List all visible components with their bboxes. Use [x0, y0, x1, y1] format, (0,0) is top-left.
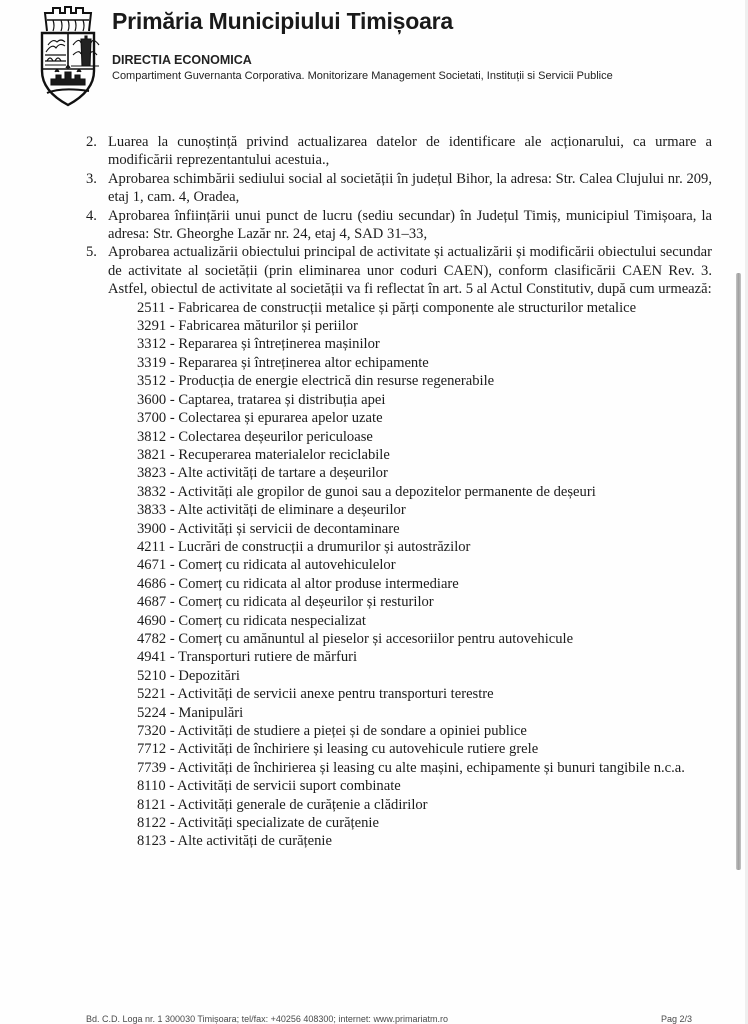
caen-label: Colectarea deșeurilor periculoase [178, 428, 373, 445]
caen-label: Manipulări [178, 704, 244, 721]
caen-code-row [137, 759, 712, 777]
item-number: 3. [86, 170, 97, 187]
caen-label: Activități de studiere a pieței și de sondare a opiniei publice [177, 723, 527, 739]
letterhead [0, 0, 748, 120]
caen-label: Repararea și întreținerea mașinilor [178, 336, 380, 353]
caen-label: Repararea și întreținerea altor echipamente [178, 354, 429, 371]
caen-label: Depozitări [178, 667, 240, 684]
footer-page-number: Pag 2/3 [660, 1014, 692, 1024]
caen-code: 3823 [137, 465, 167, 482]
caen-code: 4687 [137, 594, 167, 611]
caen-code-row [137, 667, 712, 685]
caen-code: 2511 [137, 299, 166, 316]
item-number: 5. [86, 244, 97, 261]
caen-code: 5221 [137, 686, 167, 703]
caen-code: 3833 [137, 502, 167, 519]
caen-code-row [137, 704, 712, 722]
footer-address: Bd. C.D. Loga nr. 1 300030 Timișoara; tel/fax: +40256 408300; internet: www.primariatm.ro [86, 1014, 448, 1024]
caen-code: 8110 [137, 778, 166, 795]
caen-separator: - [166, 649, 179, 666]
caen-separator: - [166, 704, 179, 721]
caen-code-row [137, 446, 712, 464]
caen-code: 3900 [137, 520, 167, 537]
subdepartment-name: Compartiment Guvernanta Corporativa. Monitorizare Management Societati, Instituții si Servicii Publice [112, 70, 613, 82]
caen-separator: - [166, 410, 179, 427]
caen-code: 3512 [137, 373, 167, 390]
caen-code-row [137, 648, 712, 666]
caen-label: Recuperarea materialelor reciclabile [178, 446, 390, 463]
resolution-item [86, 243, 712, 298]
caen-label: Alte activități de curățenie [177, 833, 332, 850]
caen-code: 3832 [137, 483, 167, 500]
caen-code-row [137, 464, 712, 482]
caen-code-row [137, 391, 712, 409]
caen-label: Fabricarea de construcții metalice și părți componente ale structurilor metalice [177, 299, 637, 316]
item-number: 2. [86, 134, 97, 150]
caen-label: Comerț cu ridicata al altor produse intermediare [178, 575, 459, 592]
caen-code: 4211 [137, 538, 166, 555]
caen-separator: - [166, 667, 179, 684]
caen-code-row [137, 299, 712, 317]
caen-label: Transporturi rutiere de mărfuri [178, 649, 358, 666]
caen-separator: - [166, 594, 179, 611]
institution-title: Primăria Municipiului Timișoara [112, 8, 454, 34]
caen-code: 4690 [137, 612, 167, 629]
caen-separator: - [165, 778, 178, 795]
caen-code-list [86, 299, 712, 851]
caen-code-row [137, 538, 712, 556]
item-text: Luarea la cunoștință privind actualizarea datelor de identificare ale acționarului, ca urmare a modificării reprezentantului acestuia., [108, 134, 712, 169]
caen-code-row [137, 612, 712, 630]
caen-code: 3700 [137, 410, 167, 427]
caen-code: 3812 [137, 428, 167, 445]
caen-separator: - [166, 612, 179, 629]
caen-separator: - [166, 373, 179, 390]
caen-separator: - [166, 446, 179, 463]
caen-label: Activități și servicii de decontaminare [177, 520, 400, 537]
caen-code-row [137, 335, 712, 353]
caen-code-row [137, 483, 712, 501]
caen-code-row [137, 722, 712, 740]
caen-code-row [137, 520, 712, 538]
caen-code: 3291 [137, 318, 167, 335]
caen-code-row [137, 796, 712, 814]
caen-code-row [137, 556, 712, 574]
caen-code-row [137, 740, 712, 758]
caen-code-row [137, 354, 712, 372]
caen-label: Alte activități de eliminare a deșeurilor [177, 502, 406, 519]
caen-code: 4782 [137, 630, 167, 647]
caen-separator: - [166, 465, 178, 482]
caen-code-row [137, 428, 712, 446]
resolution-item [86, 133, 712, 170]
caen-code: 8122 [137, 815, 167, 832]
item-text: Aprobarea schimbării sediului social al societății în județul Bihor, la adresa: Str. Calea Clujului nr. 209, etaj 1, cam. 4, Oradea, [108, 170, 712, 206]
caen-separator: - [166, 483, 178, 500]
department-name: DIRECTIA ECONOMICA [112, 53, 252, 67]
caen-code-row [137, 317, 712, 335]
caen-code-row [137, 832, 712, 850]
caen-separator: - [166, 833, 178, 850]
caen-separator: - [166, 557, 179, 574]
caen-code: 7712 [137, 741, 167, 758]
caen-label: Comerț cu ridicata al deșeurilor și resturilor [178, 594, 434, 611]
caen-code-row [137, 372, 712, 390]
caen-label: Activități specializate de curățenie [177, 815, 379, 832]
caen-code: 4671 [137, 557, 167, 574]
caen-separator: - [166, 336, 179, 353]
caen-separator: - [166, 318, 179, 335]
caen-code-row [137, 501, 712, 519]
vertical-scrollbar-thumb[interactable] [736, 273, 741, 870]
caen-code-row [137, 630, 712, 648]
item-number: 4. [86, 207, 97, 224]
caen-label: Comerț cu ridicata al autovehiculelor [178, 557, 396, 574]
caen-separator: - [166, 354, 179, 371]
caen-label: Activități ale gropilor de gunoi sau a depozitelor permanente de deșeuri [177, 483, 596, 500]
caen-separator: - [166, 502, 178, 519]
caen-code-row [137, 409, 712, 427]
caen-label: Fabricarea măturilor și periilor [178, 318, 358, 335]
caen-label: Colectarea și epurarea apelor uzate [178, 410, 383, 427]
caen-separator: - [165, 538, 178, 555]
caen-code: 3319 [137, 354, 167, 371]
caen-code-row [137, 575, 712, 593]
caen-label: Activități generale de curățenie a clădirilor [177, 796, 428, 813]
caen-separator: - [166, 741, 178, 758]
caen-code-row [137, 593, 712, 611]
caen-separator: - [166, 796, 178, 813]
caen-separator: - [166, 815, 178, 832]
caen-separator: - [166, 630, 179, 647]
caen-separator: - [166, 723, 178, 739]
caen-code: 3312 [137, 336, 167, 353]
caen-label: Comerț cu amănuntul al pieselor și accesoriilor pentru autovehicule [178, 630, 574, 647]
resolution-item [86, 170, 712, 207]
caen-label: Producția de energie electrică din resurse regenerabile [178, 373, 495, 390]
caen-label: Captarea, tratarea și distribuția apei [178, 391, 386, 408]
caen-label: Comerț cu ridicata nespecializat [178, 612, 366, 629]
caen-code: 3821 [137, 446, 167, 463]
caen-code: 7320 [137, 723, 167, 739]
caen-label: Activități de servicii anexe pentru transporturi terestre [177, 686, 494, 703]
caen-label: Lucrări de construcții a drumurilor și autostrăzilor [177, 538, 471, 555]
caen-code-row [137, 685, 712, 703]
timisoara-coat-of-arms-icon [33, 5, 103, 107]
page-footer [86, 1014, 712, 1024]
caen-separator: - [166, 686, 178, 703]
caen-code: 8121 [137, 796, 167, 813]
caen-separator: - [166, 520, 178, 537]
caen-separator: - [166, 391, 179, 408]
resolution-list [86, 133, 712, 299]
caen-separator: - [166, 428, 179, 445]
caen-label: Activități de închirierea și leasing cu alte mașini, echipamente și bunuri tangibile n.c.a. [177, 759, 685, 776]
caen-separator: - [166, 759, 178, 776]
caen-code-row [137, 814, 712, 832]
document-body [86, 133, 712, 851]
caen-code: 3600 [137, 391, 167, 408]
caen-code: 4941 [137, 649, 167, 666]
caen-separator: - [166, 575, 179, 592]
caen-code: 8123 [137, 833, 167, 850]
item-text: Aprobarea actualizării obiectului principal de activitate și actualizării și modificării obiectului secundar de activitate al societății (prin eliminarea unor coduri CAEN), conform clasificării CAEN Rev. 3. Astfel, obiectul de activitate al societății va fi reflectat în art. 5 al Actul Constitutiv, după cum urmează: [108, 244, 712, 298]
caen-separator: - [165, 299, 178, 316]
caen-code-row [137, 777, 712, 795]
caen-code: 4686 [137, 575, 167, 592]
caen-label: Activități de servicii suport combinate [177, 778, 401, 795]
caen-label: Alte activități de tartare a deșeurilor [177, 465, 388, 482]
caen-label: Activități de închiriere și leasing cu autovehicule rutiere grele [177, 741, 539, 758]
item-text: Aprobarea înființării unui punct de lucru (sediu secundar) în Județul Timiș, municipiul Timișoara, la adresa: Str. Gheorghe Lazăr nr. 24, etaj 4, SAD 31–33, [108, 207, 712, 243]
caen-code: 5224 [137, 704, 167, 721]
caen-code: 5210 [137, 667, 167, 684]
caen-code: 7739 [137, 759, 167, 776]
resolution-item [86, 207, 712, 244]
